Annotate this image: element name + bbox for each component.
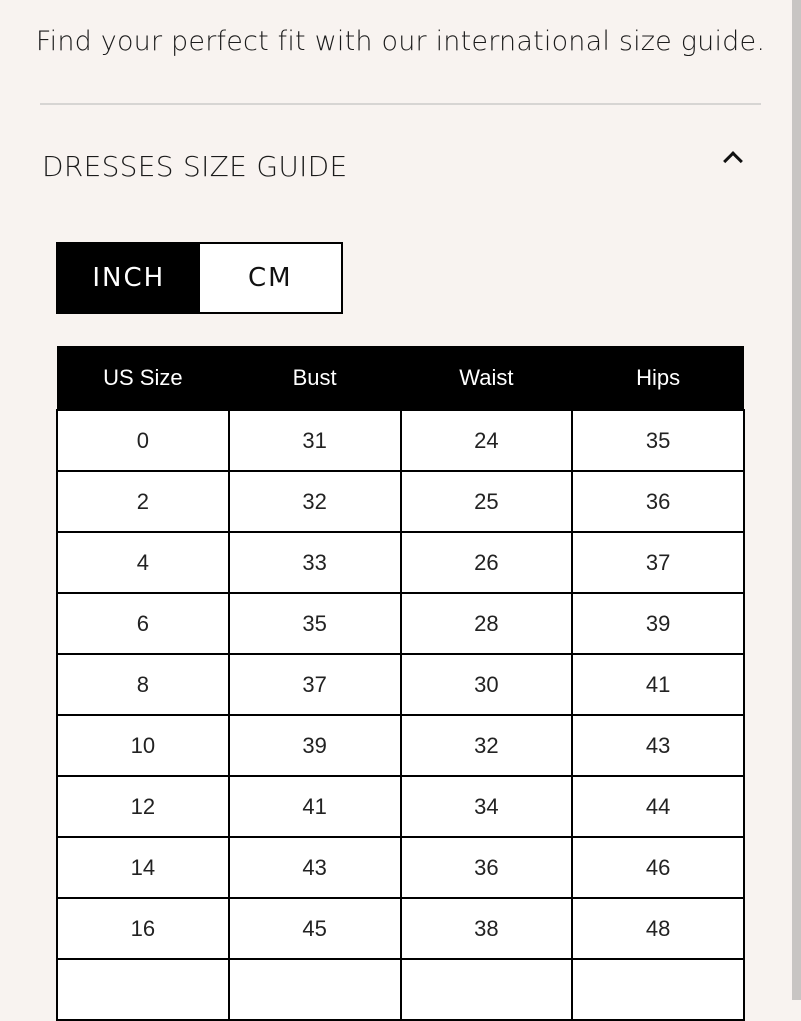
cell-bust: 43	[229, 837, 401, 898]
unit-cm-button[interactable]: CM	[200, 244, 342, 312]
cell-hips: 44	[572, 776, 744, 837]
column-header-bust: Bust	[229, 346, 401, 410]
column-header-us-size: US Size	[57, 346, 229, 410]
cell-empty	[401, 959, 573, 1020]
cell-us-size: 16	[57, 898, 229, 959]
cell-us-size: 2	[57, 471, 229, 532]
cell-bust: 41	[229, 776, 401, 837]
cell-hips: 36	[572, 471, 744, 532]
cell-waist: 30	[401, 654, 573, 715]
cell-bust: 39	[229, 715, 401, 776]
table-row	[57, 593, 744, 654]
cell-waist: 26	[401, 532, 573, 593]
cell-bust: 32	[229, 471, 401, 532]
section-divider	[40, 103, 761, 105]
table-row	[57, 410, 744, 471]
chevron-up-icon[interactable]	[723, 151, 743, 171]
cell-bust: 37	[229, 654, 401, 715]
cell-hips: 41	[572, 654, 744, 715]
table-row	[57, 715, 744, 776]
cell-us-size: 14	[57, 837, 229, 898]
table-row	[57, 837, 744, 898]
cell-hips: 46	[572, 837, 744, 898]
cell-us-size: 10	[57, 715, 229, 776]
column-header-waist: Waist	[401, 346, 573, 410]
table-header-row	[57, 346, 744, 410]
scrollbar-edge	[792, 0, 801, 1000]
size-guide-intro: Find your perfect fit with our international size guide.	[35, 26, 766, 57]
cell-empty	[57, 959, 229, 1020]
unit-inch-button[interactable]: INCH	[58, 244, 200, 312]
cell-us-size: 0	[57, 410, 229, 471]
cell-us-size: 12	[57, 776, 229, 837]
table-row-partial	[57, 959, 744, 1020]
table-row	[57, 654, 744, 715]
cell-bust: 35	[229, 593, 401, 654]
cell-hips: 43	[572, 715, 744, 776]
cell-waist: 24	[401, 410, 573, 471]
table-row	[57, 776, 744, 837]
table-row	[57, 898, 744, 959]
cell-waist: 36	[401, 837, 573, 898]
cell-hips: 37	[572, 532, 744, 593]
cell-us-size: 6	[57, 593, 229, 654]
cell-waist: 25	[401, 471, 573, 532]
column-header-hips: Hips	[572, 346, 744, 410]
unit-toggle	[56, 242, 343, 314]
cell-empty	[229, 959, 401, 1020]
cell-waist: 34	[401, 776, 573, 837]
cell-bust: 31	[229, 410, 401, 471]
cell-empty	[572, 959, 744, 1020]
cell-bust: 33	[229, 532, 401, 593]
table-row	[57, 471, 744, 532]
cell-us-size: 4	[57, 532, 229, 593]
table-row	[57, 532, 744, 593]
section-title: DRESSES SIZE GUIDE	[42, 150, 348, 183]
size-table	[56, 346, 745, 1021]
cell-us-size: 8	[57, 654, 229, 715]
cell-hips: 39	[572, 593, 744, 654]
cell-waist: 28	[401, 593, 573, 654]
cell-bust: 45	[229, 898, 401, 959]
cell-hips: 35	[572, 410, 744, 471]
cell-waist: 32	[401, 715, 573, 776]
cell-waist: 38	[401, 898, 573, 959]
cell-hips: 48	[572, 898, 744, 959]
